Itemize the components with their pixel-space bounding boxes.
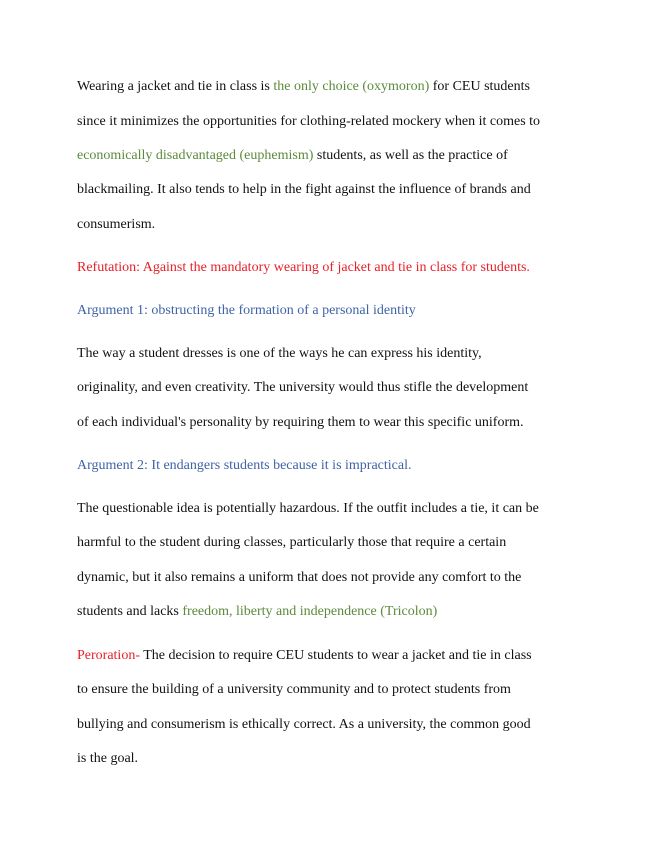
- peroration-line-1: [77, 647, 532, 665]
- peroration-line-3: bullying and consumerism is ethically correct. As a university, the common good: [77, 717, 531, 732]
- text-span: for CEU students: [429, 79, 530, 94]
- euphemism-highlight: economically disadvantaged (euphemism): [77, 148, 314, 163]
- text-span: The decision to require CEU students to wear a jacket and tie in class: [139, 648, 532, 663]
- oxymoron-highlight: the only choice (oxymoron): [273, 79, 430, 94]
- text-span: Wearing a jacket and tie in class is: [77, 79, 274, 94]
- argument-2-line-1: The questionable idea is potentially hazardous. If the outfit includes a tie, it can be: [77, 501, 539, 516]
- paragraph-1-line-2: since it minimizes the opportunities for clothing-related mockery when it comes to: [77, 114, 541, 129]
- peroration-line-2: to ensure the building of a university community and to protect students from: [77, 682, 511, 697]
- text-span: students, as well as the practice of: [313, 148, 508, 163]
- tricolon-highlight: freedom, liberty and independence (Tricolon): [182, 604, 438, 619]
- argument-1-heading: Argument 1: obstructing the formation of a personal identity: [77, 303, 416, 318]
- paragraph-1-line-4: blackmailing. It also tends to help in the fight against the influence of brands and: [77, 182, 531, 197]
- refutation-heading: Refutation: Against the mandatory wearing of jacket and tie in class for students.: [77, 260, 530, 275]
- argument-1-line-3: of each individual's personality by requiring them to wear this specific uniform.: [77, 415, 524, 430]
- paragraph-1-line-1: [77, 78, 530, 96]
- paragraph-1-line-3: [77, 147, 508, 165]
- argument-2-line-2: harmful to the student during classes, particularly those that require a certain: [77, 535, 507, 550]
- argument-2-line-4: [77, 603, 437, 621]
- argument-1-line-1: The way a student dresses is one of the ways he can express his identity,: [77, 346, 482, 361]
- paragraph-1-line-5: consumerism.: [77, 217, 156, 232]
- peroration-line-4: is the goal.: [77, 751, 139, 766]
- argument-1-line-2: originality, and even creativity. The university would thus stifle the development: [77, 380, 529, 395]
- argument-2-line-3: dynamic, but it also remains a uniform that does not provide any comfort to the: [77, 570, 522, 585]
- text-span: students and lacks: [77, 604, 183, 619]
- peroration-label: Peroration-: [77, 648, 140, 663]
- argument-2-heading: Argument 2: It endangers students because it is impractical.: [77, 458, 412, 473]
